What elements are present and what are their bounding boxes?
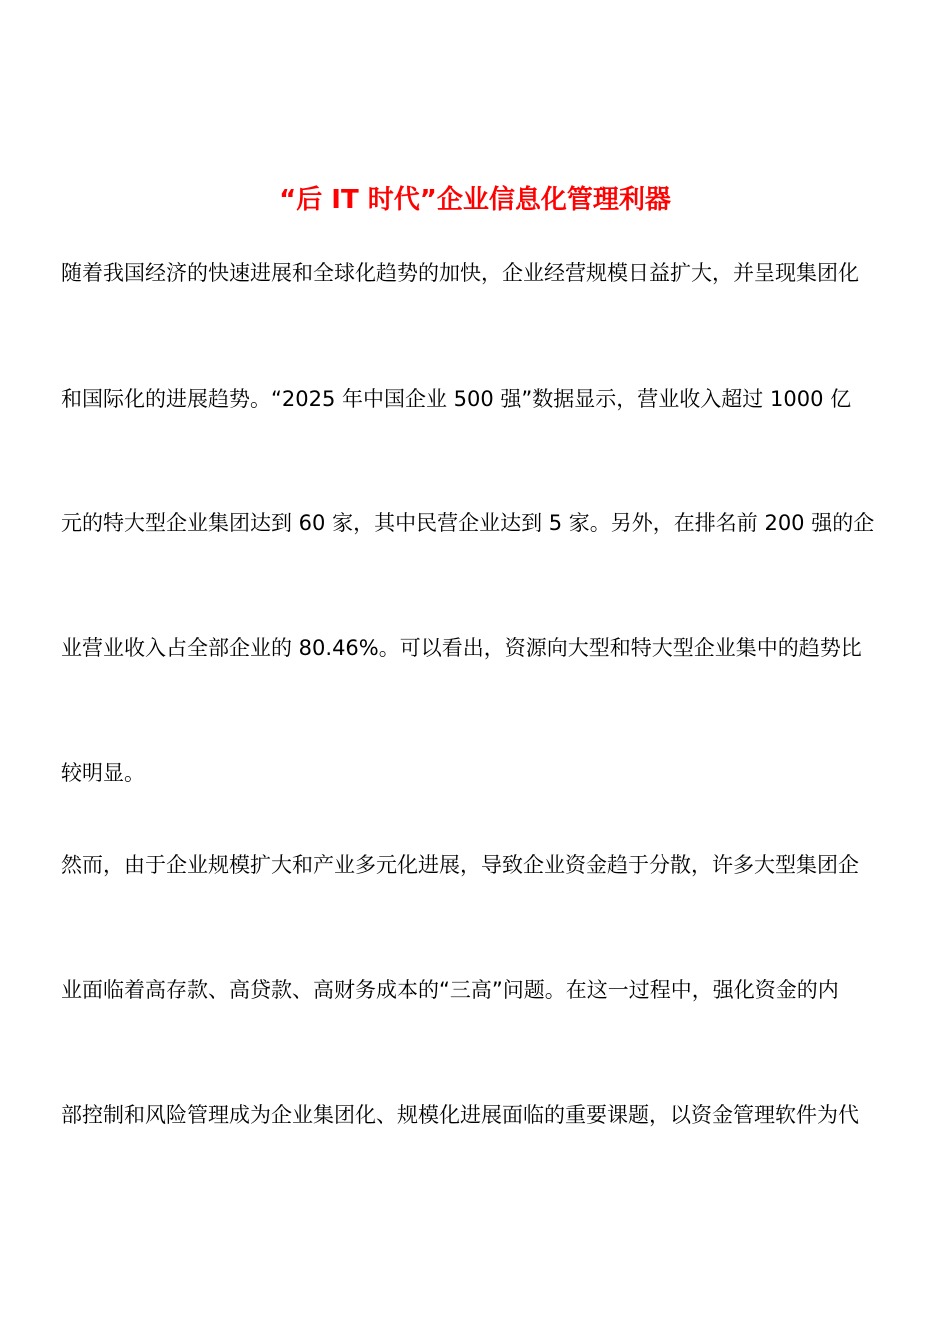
paragraph-line: 部控制和风险管理成为企业集团化、规模化进展面临的重要课题，以资金管理软件为代 <box>61 1103 859 1127</box>
paragraph-line: 然而，由于企业规模扩大和产业多元化进展，导致企业资金趋于分散，许多大型集团企 <box>61 853 859 877</box>
paragraph-line: 元的特大型企业集团达到 60 家，其中民营企业达到 5 家。另外，在排名前 200 强的企 <box>61 511 875 535</box>
paragraph-line: 较明显。 <box>61 761 145 785</box>
paragraph-line: 业营业收入占全部企业的 80.46%。可以看出，资源向大型和特大型企业集中的趋势比 <box>61 636 862 660</box>
paragraph-line: 随着我国经济的快速进展和全球化趋势的加快，企业经营规模日益扩大，并呈现集团化 <box>61 261 859 285</box>
document-title: “后 IT 时代”企业信息化管理利器 <box>279 185 671 215</box>
paragraph-line: 业面临着高存款、高贷款、高财务成本的“三高”问题。在这一过程中，强化资金的内 <box>61 978 839 1002</box>
paragraph-line: 和国际化的进展趋势。“2025 年中国企业 500 强”数据显示，营业收入超过 1000 亿 <box>61 387 852 411</box>
